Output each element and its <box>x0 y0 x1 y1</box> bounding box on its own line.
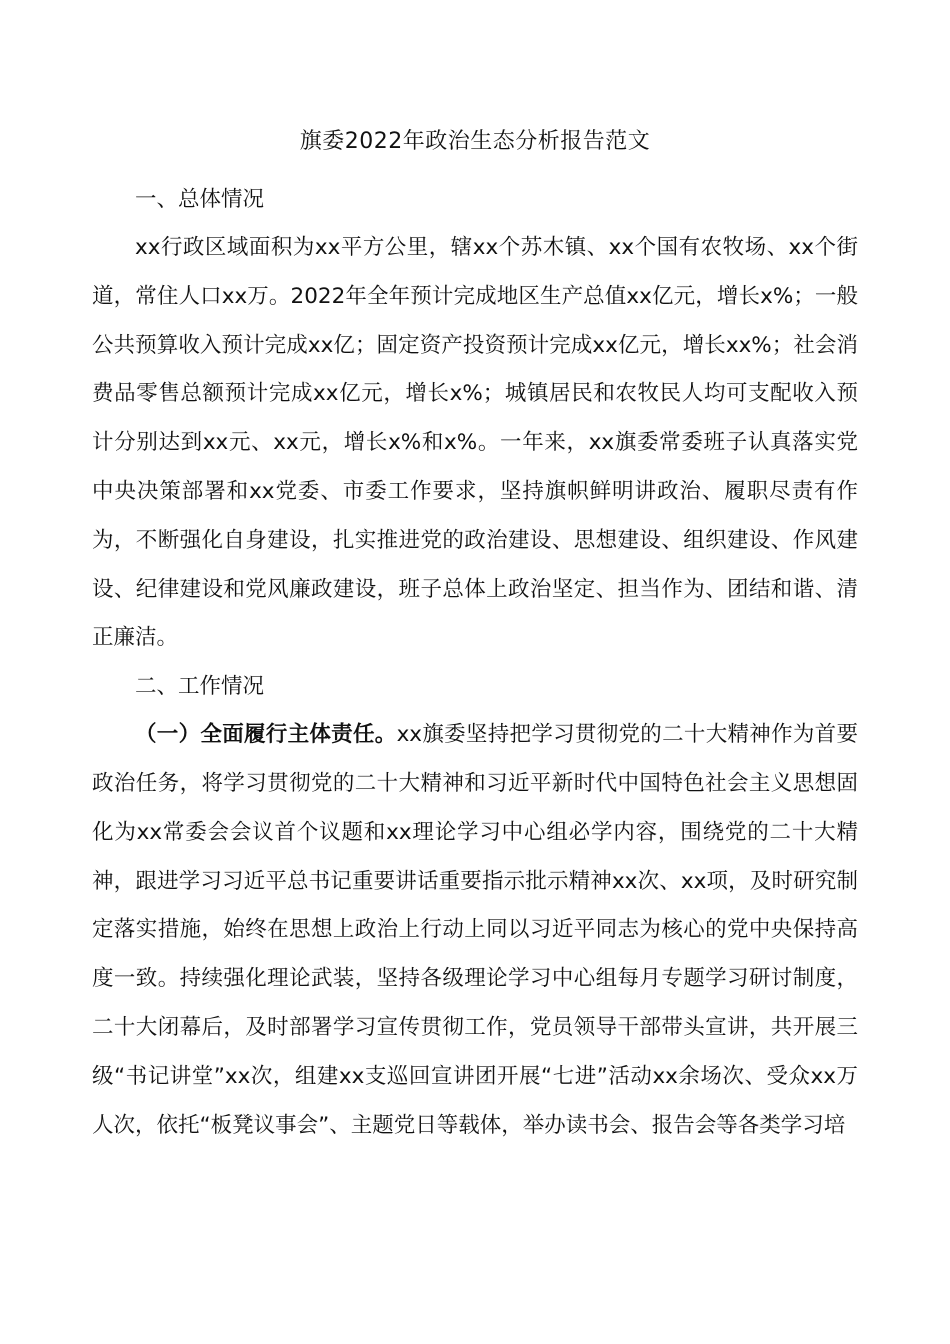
subsection-lead-title: （一）全面履行主体责任。 <box>135 722 397 748</box>
document-title: 旗委2022年政治生态分析报告范文 <box>299 129 651 154</box>
subsection-body-text: xx旗委坚持把学习贯彻党的二十大精神作为首要政治任务，将学习贯彻党的二十大精神和习近平新时代中国特色社会主义思想固化为xx常委会会议首个议题和xx理论学习中心组必学内容，围绕党的二十大精神，跟进学习习近平总书记重要讲话重要指示批示精神xx次、xx项，及时研究制定落实措施，始终在思想上政治上行动上同以习近平同志为核心的党中央保持高度一致。持续强化理论武装，坚持各级理论学习中心组每月专题学习研讨制度，二十大闭幕后，及时部署学习宣传贯彻工作，党员领导干部带头宣讲，共开展三级“书记讲堂”xx次，组建xx支巡回宣讲团开展“七进”活动xx余场次、受众xx万人次，依托“板凳议事会”、主题党日等载体，举办读书会、报告会等各类学习培 <box>92 722 858 1138</box>
section-paragraph-work <box>92 711 858 1150</box>
section-heading-work: 二、工作情况 <box>135 674 265 700</box>
section-heading-overall: 一、总体情况 <box>135 187 265 212</box>
section-paragraph-overall: xx行政区域面积为xx平方公里，辖xx个苏木镇、xx个国有农牧场、xx个街道，常住人口xx万。2022年全年预计完成地区生产总值xx亿元，增长x%；一般公共预算收入预计完成xx亿；固定资产投资预计完成xx亿元，增长xx%；社会消费品零售总额预计完成xx亿元，增长x%；城镇居民和农牧民人均可支配收入预计分别达到xx元、xx元，增长x%和x%。一年来，xx旗委常委班子认真落实党中央决策部署和xx党委、市委工作要求，坚持旗帜鲜明讲政治、履职尽责有作为，不断强化自身建设，扎实推进党的政治建设、思想建设、组织建设、作风建设、纪律建设和党风廉政建设，班子总体上政治坚定、担当作为、团结和谐、清正廉洁。 <box>92 235 858 651</box>
